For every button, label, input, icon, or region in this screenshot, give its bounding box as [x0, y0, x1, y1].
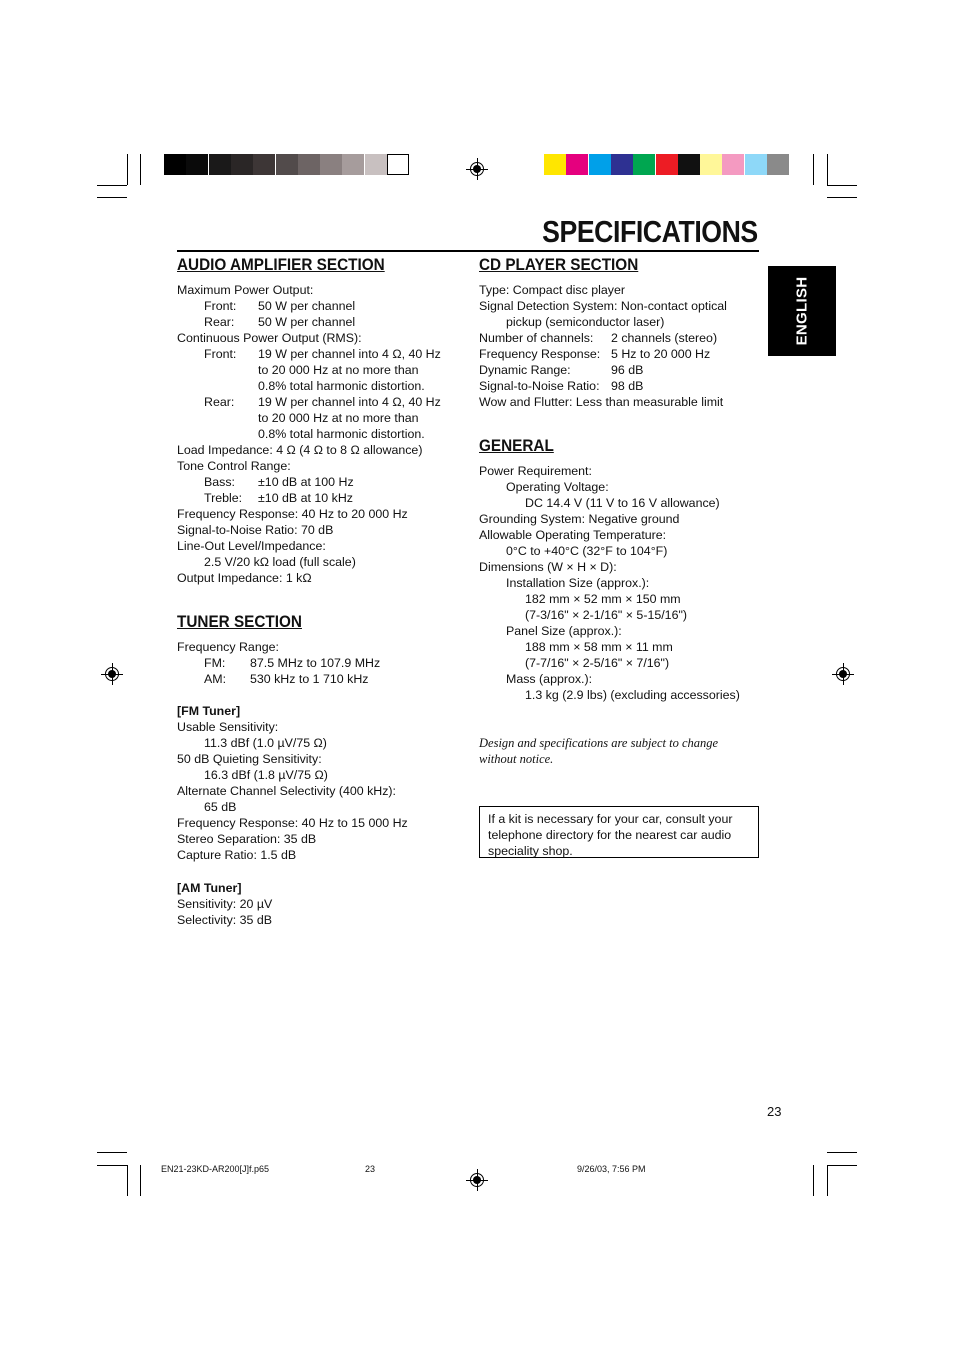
spec-value: 65 dB	[204, 800, 237, 814]
cd-section-title: CD PLAYER SECTION	[479, 255, 639, 274]
gray-swatch	[387, 154, 409, 175]
gray-swatch	[253, 154, 275, 175]
spec-line: Line-Out Level/Impedance:	[177, 539, 326, 553]
spec-value: to 20 000 Hz at no more than	[258, 411, 419, 425]
spec-value: 87.5 MHz to 107.9 MHz	[250, 656, 381, 670]
crop-mark	[813, 1165, 814, 1196]
spec-value: pickup (semiconductor laser)	[506, 315, 665, 329]
color-swatch	[633, 154, 655, 175]
color-swatch	[767, 154, 789, 175]
spec-value: ±10 dB at 100 Hz	[258, 475, 354, 489]
spec-value: 530 kHz to 1 710 kHz	[250, 672, 369, 686]
spec-line: Allowable Operating Temperature:	[479, 528, 667, 542]
color-swatch	[678, 154, 700, 175]
color-swatch	[700, 154, 722, 175]
kit-note-box: If a kit is necessary for your car, consult your telephone directory for the nearest car audio speciality shop.	[479, 806, 759, 858]
color-swatch	[611, 154, 633, 175]
language-tab	[768, 266, 836, 356]
crop-mark	[97, 197, 127, 198]
spec-line: Power Requirement:	[479, 464, 592, 478]
spec-line: Dimensions (W × H × D):	[479, 560, 617, 574]
spec-line: Stereo Separation: 35 dB	[177, 832, 317, 846]
crop-mark	[97, 1165, 127, 1166]
spec-line: Usable Sensitivity:	[177, 720, 279, 734]
color-swatch	[656, 154, 678, 175]
gray-swatch	[276, 154, 298, 175]
spec-value: 19 W per channel into 4 Ω, 40 Hz	[258, 347, 441, 361]
gray-swatch	[365, 154, 387, 175]
spec-line: Panel Size (approx.):	[506, 624, 622, 638]
spec-label: Front:	[204, 347, 237, 361]
spec-line: Grounding System: Negative ground	[479, 512, 680, 526]
spec-label: Front:	[204, 299, 237, 313]
spec-line: Type: Compact disc player	[479, 283, 625, 297]
spec-value: 19 W per channel into 4 Ω, 40 Hz	[258, 395, 441, 409]
spec-value: ±10 dB at 10 kHz	[258, 491, 353, 505]
spec-line: Wow and Flutter: Less than measurable limit	[479, 395, 724, 409]
spec-value: 96 dB	[611, 363, 644, 377]
spec-value: 16.3 dBf (1.8 µV/75 Ω)	[204, 768, 328, 782]
registration-mark-icon	[466, 1169, 488, 1191]
spec-line: Continuous Power Output (RMS):	[177, 331, 362, 345]
gray-swatch	[342, 154, 364, 175]
spec-line: Alternate Channel Selectivity (400 kHz):	[177, 784, 397, 798]
spec-line: Selectivity: 35 dB	[177, 913, 273, 927]
spec-line: Load Impedance: 4 Ω (4 Ω to 8 Ω allowance)	[177, 443, 423, 457]
crop-mark	[97, 185, 127, 186]
spec-line: Operating Voltage:	[506, 480, 609, 494]
right-column	[479, 257, 764, 767]
spec-line: Frequency Response: 40 Hz to 15 000 Hz	[177, 816, 408, 830]
spec-line: Sensitivity: 20 µV	[177, 897, 273, 911]
spec-line: Output Impedance: 1 kΩ	[177, 571, 312, 585]
general-section-title: GENERAL	[479, 436, 554, 455]
footer-filename: EN21-23KD-AR200[J]f.p65	[161, 1164, 270, 1174]
footer-timestamp: 9/26/03, 7:56 PM	[577, 1164, 646, 1174]
color-swatch	[544, 154, 566, 175]
registration-mark-icon	[832, 663, 854, 685]
crop-mark	[827, 1165, 828, 1196]
spec-value: to 20 000 Hz at no more than	[258, 363, 419, 377]
spec-label: Treble:	[204, 491, 243, 505]
spec-value: (7-3/16" × 2-1/16" × 5-15/16")	[525, 608, 687, 622]
gray-swatch	[231, 154, 253, 175]
color-swatch	[566, 154, 588, 175]
language-tab-label: ENGLISH	[793, 276, 811, 346]
crop-mark	[813, 154, 814, 185]
spec-value: DC 14.4 V (11 V to 16 V allowance)	[525, 496, 720, 510]
page-number: 23	[767, 1104, 782, 1119]
page-title: SPECIFICATIONS	[542, 214, 758, 249]
color-swatch	[589, 154, 611, 175]
color-swatch	[745, 154, 767, 175]
title-rule	[177, 250, 759, 252]
crop-mark	[140, 1165, 141, 1196]
spec-line: Capture Ratio: 1.5 dB	[177, 848, 297, 862]
spec-value: 98 dB	[611, 379, 644, 393]
spec-value: 1.3 kg (2.9 lbs) (excluding accessories)	[525, 688, 740, 702]
spec-label: Number of channels:	[479, 331, 594, 345]
spec-value: 5 Hz to 20 000 Hz	[611, 347, 711, 361]
crop-mark	[97, 1152, 127, 1153]
spec-value: 2.5 V/20 kΩ load (full scale)	[204, 555, 356, 569]
gray-swatch	[320, 154, 342, 175]
spec-value: 11.3 dBf (1.0 µV/75 Ω)	[204, 736, 327, 750]
spec-line: Installation Size (approx.):	[506, 576, 650, 590]
gray-swatch	[186, 154, 208, 175]
registration-mark-icon	[101, 663, 123, 685]
spec-value: 50 W per channel	[258, 315, 356, 329]
spec-label: FM:	[204, 656, 226, 670]
crop-mark	[827, 154, 828, 185]
disclaimer: without notice.	[479, 752, 554, 766]
spec-line: Frequency Range:	[177, 640, 279, 654]
spec-label: Dynamic Range:	[479, 363, 571, 377]
spec-line: Frequency Response: 40 Hz to 20 000 Hz	[177, 507, 408, 521]
crop-mark	[140, 154, 141, 185]
color-swatch	[722, 154, 744, 175]
registration-mark-icon	[466, 158, 488, 180]
spec-label: Rear:	[204, 315, 235, 329]
spec-line: Signal Detection System: Non-contact optical	[479, 299, 727, 313]
disclaimer: Design and specifications are subject to change	[479, 736, 719, 750]
spec-line: Tone Control Range:	[177, 459, 291, 473]
spec-label: Frequency Response:	[479, 347, 601, 361]
spec-value: 0.8% total harmonic distortion.	[258, 427, 425, 441]
footer-page: 23	[365, 1164, 376, 1174]
crop-mark	[127, 154, 128, 185]
gray-swatch	[164, 154, 186, 175]
fm-tuner-heading: [FM Tuner]	[177, 704, 241, 718]
gray-swatch	[298, 154, 320, 175]
crop-mark	[827, 185, 857, 186]
spec-line: 50 dB Quieting Sensitivity:	[177, 752, 322, 766]
spec-label: Rear:	[204, 395, 235, 409]
spec-line: Mass (approx.):	[506, 672, 593, 686]
left-column	[177, 257, 467, 928]
spec-value: 0.8% total harmonic distortion.	[258, 379, 425, 393]
gray-swatch	[209, 154, 231, 175]
spec-value: (7-7/16" × 2-5/16" × 7/16")	[525, 656, 670, 670]
crop-mark	[827, 1152, 857, 1153]
spec-value: 0°C to +40°C (32°F to 104°F)	[506, 544, 668, 558]
spec-value: 188 mm × 58 mm × 11 mm	[525, 640, 673, 654]
spec-value: 182 mm × 52 mm × 150 mm	[525, 592, 681, 606]
am-tuner-heading: [AM Tuner]	[177, 881, 242, 895]
tuner-section-title: TUNER SECTION	[177, 612, 302, 631]
spec-label: Signal-to-Noise Ratio:	[479, 379, 600, 393]
spec-line: Maximum Power Output:	[177, 283, 314, 297]
crop-mark	[827, 1165, 857, 1166]
spec-label: Bass:	[204, 475, 235, 489]
audio-section-title: AUDIO AMPLIFIER SECTION	[177, 255, 385, 274]
spec-value: 50 W per channel	[258, 299, 356, 313]
spec-line: Signal-to-Noise Ratio: 70 dB	[177, 523, 334, 537]
spec-value: 2 channels (stereo)	[611, 331, 718, 345]
crop-mark	[127, 1165, 128, 1196]
spec-label: AM:	[204, 672, 227, 686]
crop-mark	[827, 197, 857, 198]
